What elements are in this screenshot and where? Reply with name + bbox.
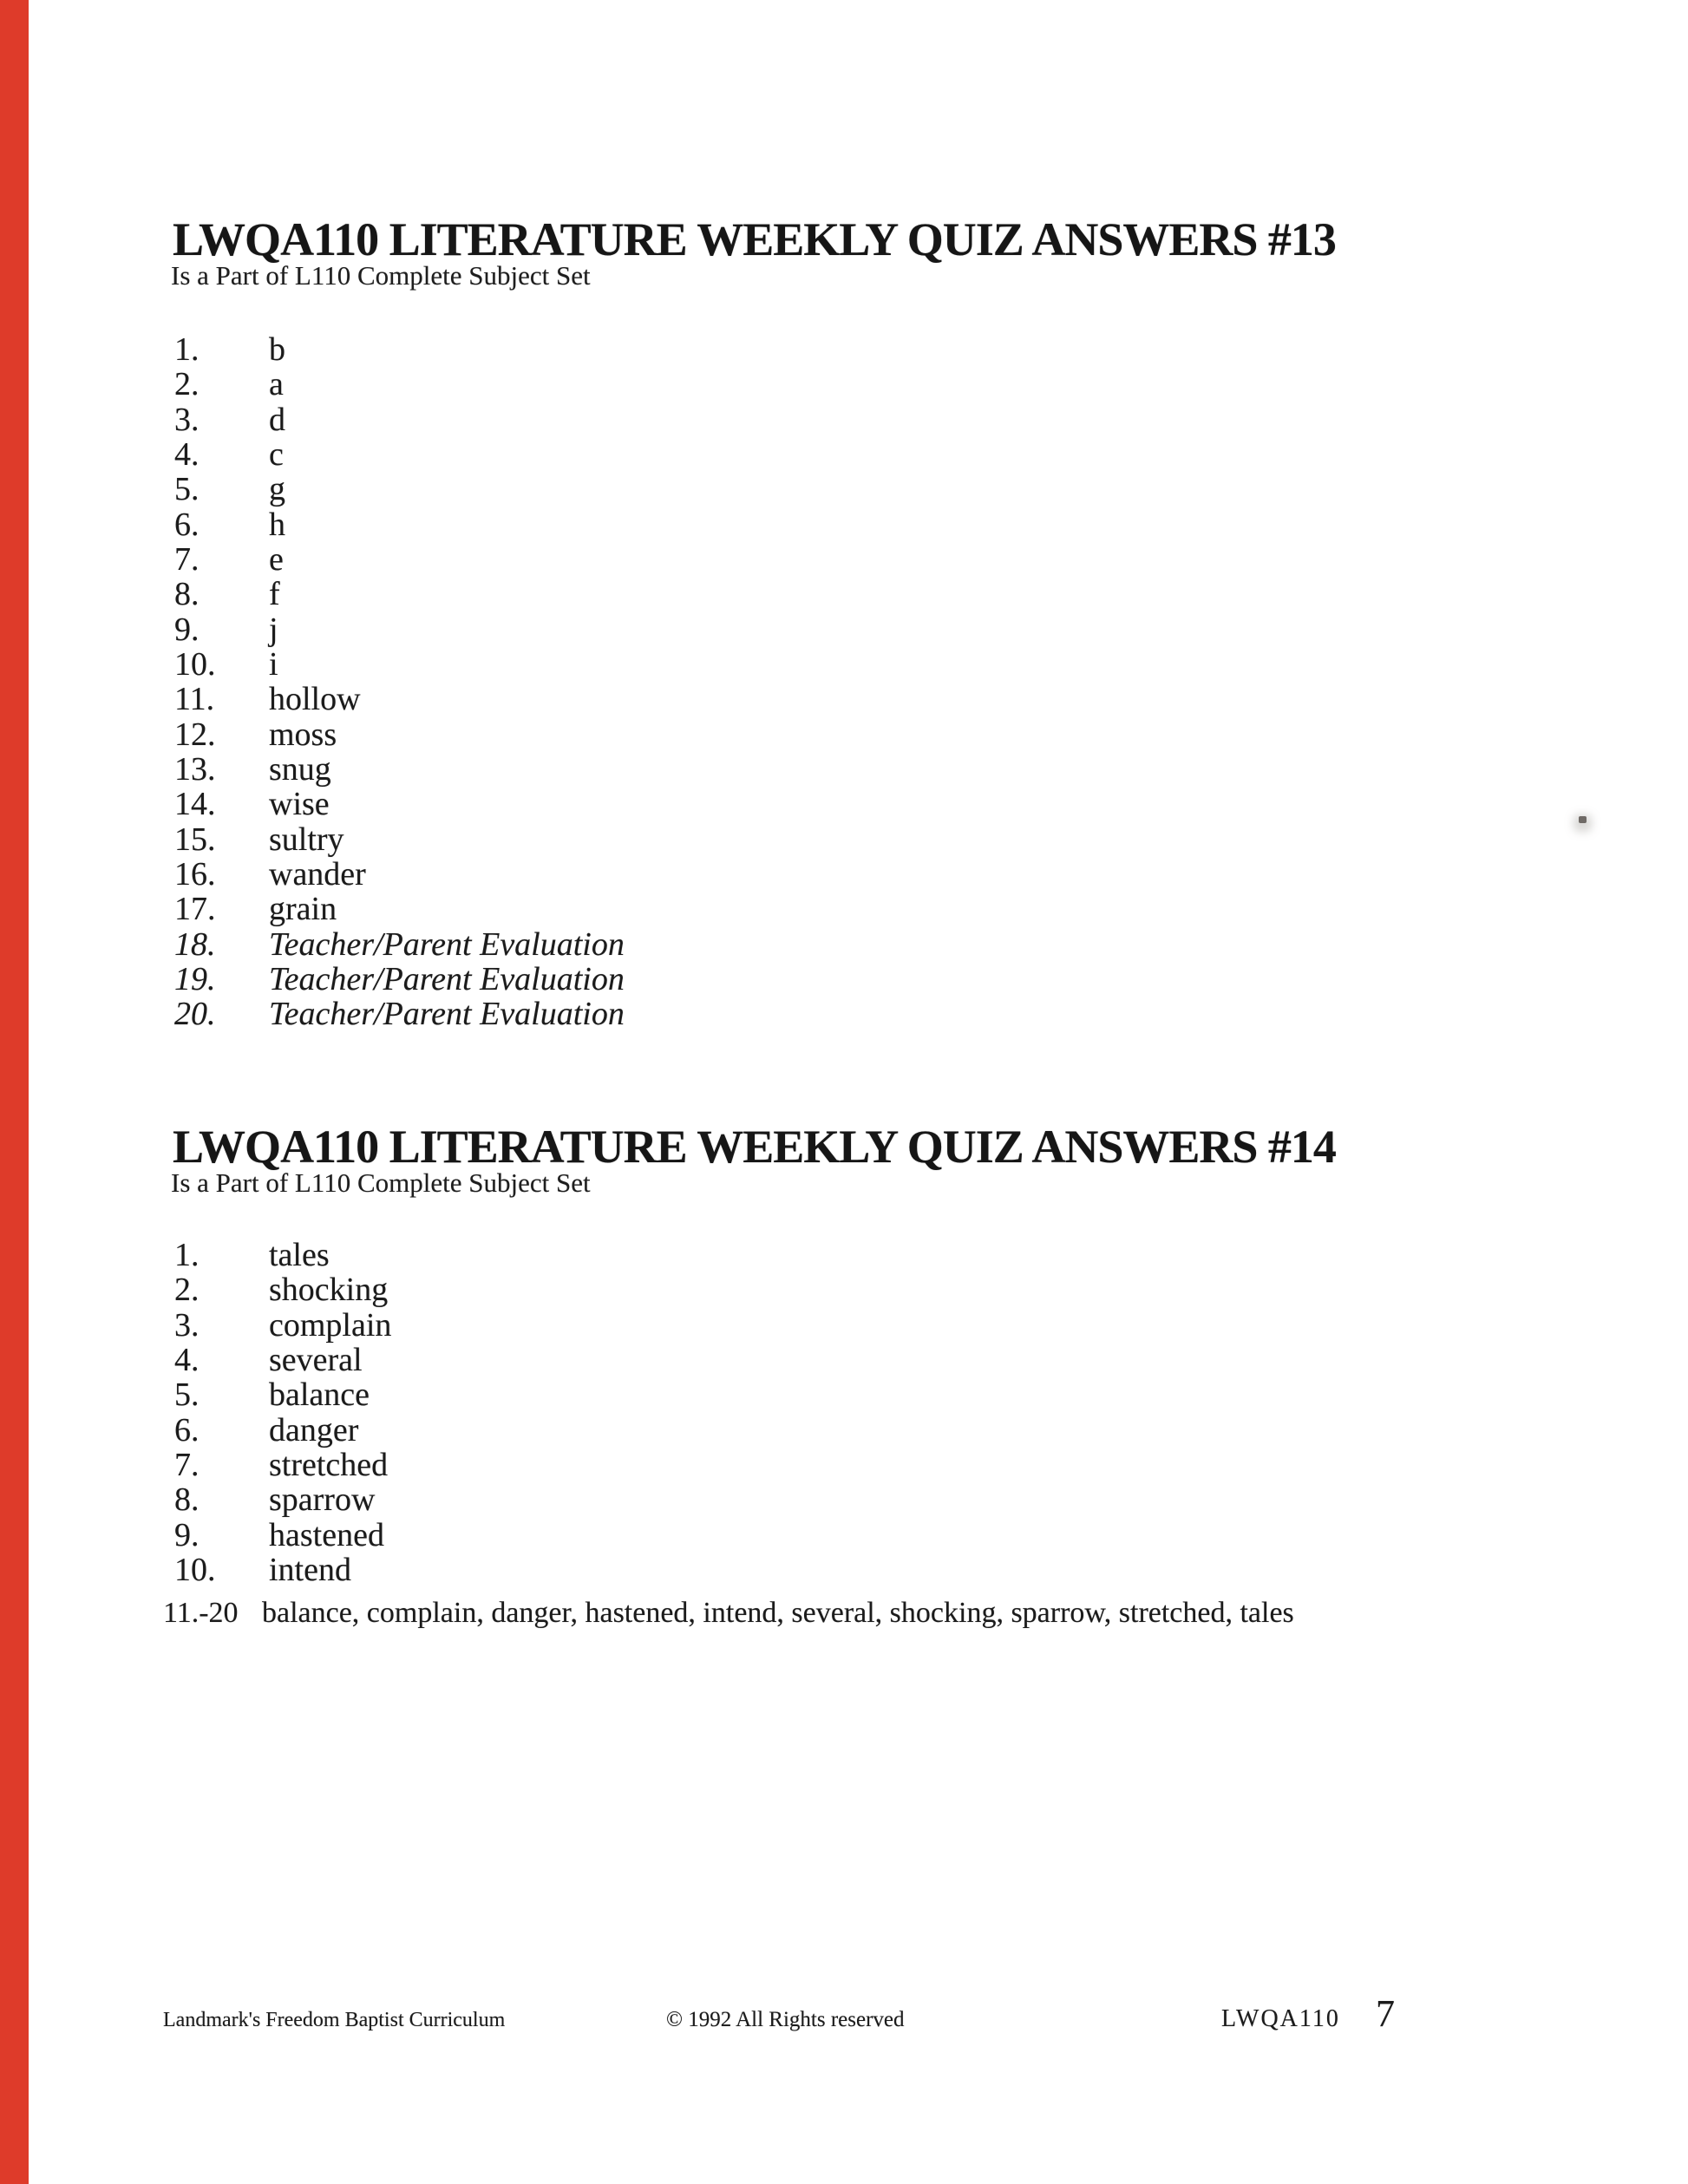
answer-row — [174, 577, 625, 611]
answer-number: 11.-20 — [163, 1597, 239, 1629]
answer-number: 2. — [174, 1272, 200, 1309]
answer-text: sparrow — [269, 1481, 376, 1519]
answer-row — [174, 472, 625, 507]
quiz14-subtitle: Is a Part of L110 Complete Subject Set — [171, 1167, 591, 1198]
answer-text: stretched — [269, 1446, 389, 1483]
answer-text: balance — [269, 1376, 370, 1414]
answer-row — [174, 997, 625, 1031]
answer-row — [174, 717, 625, 752]
answer-number: 5. — [174, 471, 200, 508]
answer-text: hollow — [269, 681, 361, 718]
answer-number: 20. — [174, 996, 216, 1033]
answer-text: wander — [269, 855, 366, 893]
answer-number: 10. — [174, 645, 216, 683]
answer-row — [174, 437, 625, 472]
answer-text: snug — [269, 750, 331, 788]
answer-text: d — [269, 401, 285, 438]
answer-row — [174, 1238, 391, 1272]
answer-text: i — [269, 645, 278, 683]
answer-text: intend — [269, 1551, 351, 1588]
answer-row — [174, 367, 625, 402]
answer-row — [174, 612, 625, 647]
answer-text: Teacher/Parent Evaluation — [269, 925, 625, 963]
answer-number: 5. — [174, 1376, 200, 1414]
answer-number: 18. — [174, 925, 216, 963]
answer-row — [174, 927, 625, 962]
answer-row — [174, 1377, 391, 1412]
answer-text: Teacher/Parent Evaluation — [269, 960, 625, 997]
answer-number: 11. — [174, 681, 215, 718]
scan-edge-strip — [0, 0, 29, 2184]
answer-text: sultry — [269, 821, 344, 858]
answer-number: 13. — [174, 750, 216, 788]
answer-row — [174, 892, 625, 926]
answer-text: moss — [269, 716, 337, 753]
answer-number: 7. — [174, 540, 200, 578]
answer-row — [174, 542, 625, 577]
answer-text: hastened — [269, 1516, 384, 1553]
answer-text: f — [269, 576, 280, 613]
answer-number: 4. — [174, 1341, 200, 1378]
footer-copyright: © 1992 All Rights reserved — [666, 2008, 905, 2031]
quiz14-title: LWQA110 LITERATURE WEEKLY QUIZ ANSWERS #14 — [173, 1121, 1336, 1173]
answer-row — [174, 1272, 391, 1307]
answer-number: 6. — [174, 1411, 200, 1448]
answer-number: 12. — [174, 716, 216, 753]
answer-number: 7. — [174, 1446, 200, 1483]
answer-number: 1. — [174, 1237, 200, 1273]
answer-text: g — [269, 471, 285, 508]
answer-text: c — [269, 435, 284, 473]
answer-number: 3. — [174, 1306, 200, 1344]
answer-text: grain — [269, 891, 337, 928]
answer-number: 8. — [174, 576, 200, 613]
answer-row — [174, 1518, 391, 1553]
answer-row — [174, 507, 625, 542]
answer-number: 4. — [174, 435, 200, 473]
answer-text: Teacher/Parent Evaluation — [269, 996, 625, 1033]
answer-number: 16. — [174, 855, 216, 893]
answer-row — [174, 1343, 391, 1377]
answer-number: 8. — [174, 1481, 200, 1519]
answer-row — [174, 682, 625, 716]
answer-text: balance, complain, danger, hastened, intend, several, shocking, sparrow, stretched, tales — [262, 1597, 1294, 1629]
answer-text: tales — [269, 1237, 330, 1273]
answer-row — [174, 787, 625, 821]
answer-text: h — [269, 506, 285, 543]
answer-row — [174, 1448, 391, 1482]
answer-number: 17. — [174, 891, 216, 928]
answer-number: 14. — [174, 786, 216, 823]
answer-row — [174, 752, 625, 787]
answer-text: b — [269, 331, 285, 368]
answer-row — [174, 647, 625, 682]
answer-text: danger — [269, 1411, 359, 1448]
answer-row — [174, 1413, 391, 1448]
answer-row — [174, 822, 625, 857]
footer-page-number: 7 — [1376, 1992, 1395, 2035]
answer-text: a — [269, 366, 284, 403]
quiz13-answer-list — [174, 332, 625, 1032]
answer-text: wise — [269, 786, 330, 823]
footer-course-code: LWQA110 — [1221, 2005, 1340, 2032]
answer-text: complain — [269, 1306, 392, 1344]
answer-number: 9. — [174, 611, 200, 648]
answer-row — [174, 1308, 391, 1343]
answer-text: j — [269, 611, 278, 648]
answer-number: 1. — [174, 331, 200, 368]
answer-number: 3. — [174, 401, 200, 438]
scan-artifact — [1579, 816, 1587, 823]
answer-number: 2. — [174, 366, 200, 403]
answer-row — [174, 332, 625, 367]
answer-number: 9. — [174, 1516, 200, 1553]
answer-text: shocking — [269, 1272, 389, 1309]
answer-number: 6. — [174, 506, 200, 543]
answer-text: e — [269, 540, 284, 578]
answer-row — [174, 962, 625, 997]
footer-publisher: Landmark's Freedom Baptist Curriculum — [163, 2009, 506, 2031]
answer-text: several — [269, 1341, 363, 1378]
answer-number: 15. — [174, 821, 216, 858]
answer-row — [174, 857, 625, 892]
answer-row — [174, 1482, 391, 1517]
quiz14-answer-list — [174, 1238, 391, 1587]
answer-number: 19. — [174, 960, 216, 997]
answer-number: 10. — [174, 1551, 216, 1588]
quiz13-subtitle: Is a Part of L110 Complete Subject Set — [171, 260, 591, 291]
answer-row — [174, 1553, 391, 1587]
quiz13-title: LWQA110 LITERATURE WEEKLY QUIZ ANSWERS #13 — [173, 213, 1336, 265]
answer-row — [174, 402, 625, 437]
quiz14-range-answer-row — [163, 1599, 1294, 1628]
